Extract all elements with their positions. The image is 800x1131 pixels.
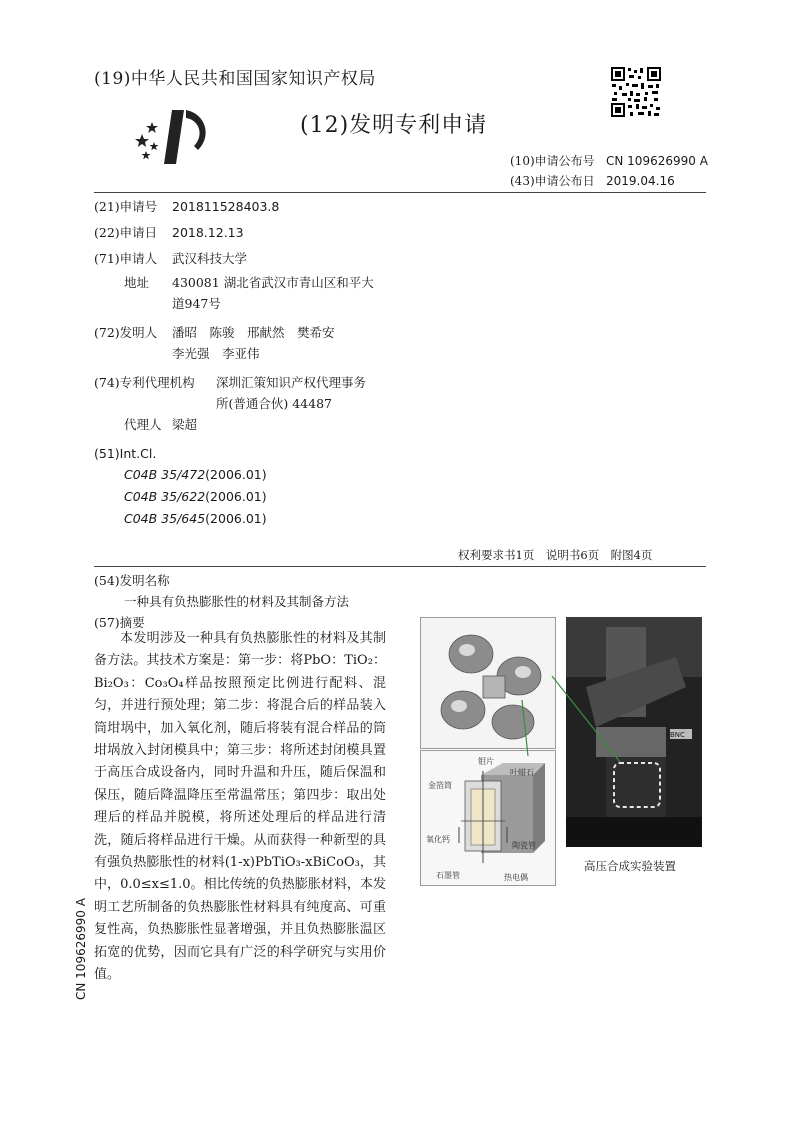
invention-title: 一种具有负热膨胀性的材料及其制备方法 [124, 594, 350, 609]
publication-number: CN 109626990 A [606, 154, 708, 168]
publication-number-label: (10)申请公布号 [510, 154, 595, 168]
label-thermocouple: 热电偶 [504, 873, 528, 882]
page-counts: 权利要求书1页 说明书6页 附图4页 [458, 548, 653, 562]
ipc-date: (2006.01) [205, 489, 267, 504]
agent-label: 代理人 [124, 417, 162, 432]
photo-tag: BNC [670, 731, 685, 739]
abstract-text: 本发明涉及一种具有负热膨胀性的材料及其制备方法。其技术方案是：第一步：将PbO：TiO₂：Bi₂O₃：Co₃O₄样品按照预定比例进行配料、混匀，并进行预处理；第二步：将混合后的样品装入筒坩埚中，加入氧化剂，随后将装有混合样品的筒坩埚放入封闭模具中；第三步：将所述封闭模具置于高压合成设备内，同时升温和升压，随后保温和保压，随后降温降压至常温常压；第四步：取出处理后的样品并脱模，将所述处理后的样品进行清洗，随后将样品进行干燥。从而获得一种新型的具有强负热膨胀性的材料(1-x)PbTiO₃-xBiCoO₃，其中，0.0≤x≤1.0。相比传统的负热膨胀材料，本发明工艺所制备的负热膨胀性材料具有纯度高、可重复性高，负热膨胀性显著增强，并且负热膨胀温区拓宽的优势，因而它具有广泛的科学研究与实用价值。 [94, 631, 386, 983]
label-molybdenum: 钼片 [478, 757, 494, 766]
agency-label: (74)专利代理机构 [94, 375, 195, 390]
applicant-label: (71)申请人 [94, 251, 158, 266]
address-label: 地址 [124, 275, 150, 290]
label-pyrophyllite: 叶蜡石 [510, 768, 534, 777]
abstract-label: (57)摘要 [94, 615, 145, 630]
agency-line2: 所(普通合伙) 44487 [216, 396, 332, 411]
ipc-code: C04B 35/472 [124, 467, 206, 482]
inventors-line2: 李光强 李亚伟 [172, 346, 260, 361]
application-number: 201811528403.8 [172, 199, 280, 214]
intcl-label: (51)Int.Cl. [94, 446, 157, 461]
address-line1: 430081 湖北省武汉市青山区和平大 [172, 275, 374, 290]
document-type: (12)发明专利申请 [300, 113, 488, 138]
label-calcium-oxide: 氧化钙 [426, 835, 450, 844]
office-name: (19)中华人民共和国国家知识产权局 [94, 69, 376, 89]
address-line2: 道947号 [172, 296, 221, 311]
application-number-label: (21)申请号 [94, 199, 158, 214]
publication-date-label: (43)申请公布日 [510, 174, 595, 188]
ipc-code: C04B 35/622 [124, 489, 206, 504]
filing-date-label: (22)申请日 [94, 225, 158, 240]
ipc-date: (2006.01) [205, 467, 267, 482]
agent: 梁超 [172, 417, 198, 432]
publication-date: 2019.04.16 [606, 174, 675, 188]
filing-date: 2018.12.13 [172, 225, 244, 240]
label-gold-tube: 金箔筒 [428, 781, 452, 790]
figure-caption: 高压合成实验装置 [584, 859, 676, 873]
side-publication-code: CN 109626990 A [74, 898, 88, 1000]
applicant: 武汉科技大学 [172, 251, 248, 266]
ipc-code: C04B 35/645 [124, 511, 206, 526]
ipc-date: (2006.01) [205, 511, 267, 526]
label-ceramic-tube: 陶瓷管 [512, 841, 536, 850]
title-label: (54)发明名称 [94, 573, 170, 588]
agency-line1: 深圳汇策知识产权代理事务 [216, 375, 367, 390]
inventors-line1: 潘昭 陈骏 邢献然 樊希安 [172, 325, 335, 340]
inventors-label: (72)发明人 [94, 325, 158, 340]
label-graphite-tube: 石墨管 [436, 871, 460, 880]
